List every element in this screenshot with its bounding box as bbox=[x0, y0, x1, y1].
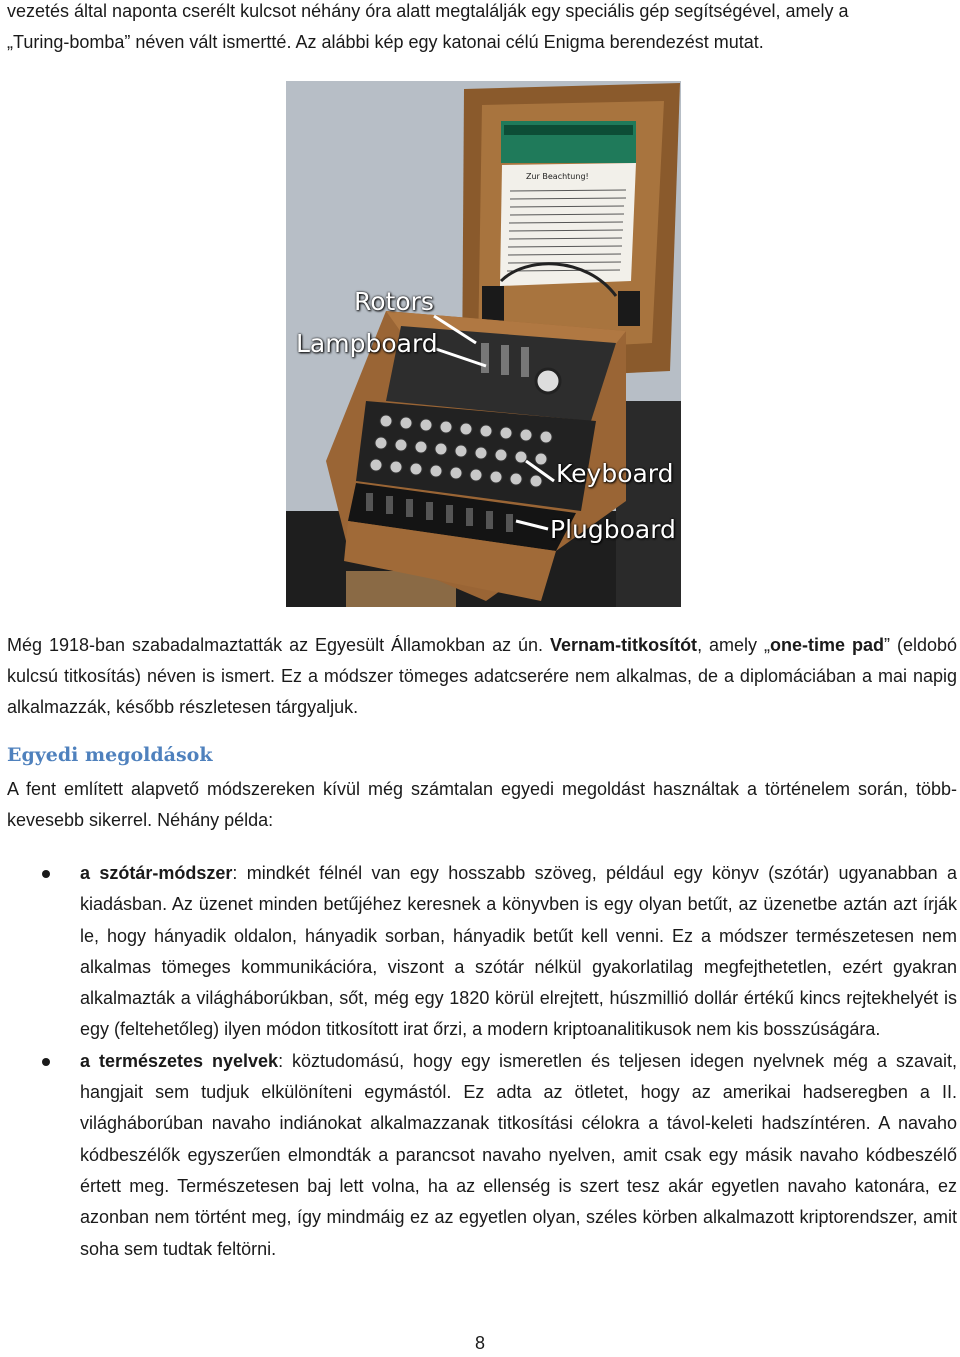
vernam-text-2: , amely „ bbox=[697, 635, 771, 655]
page-number: 8 bbox=[474, 1333, 485, 1353]
sheet-title: Zur Beachtung! bbox=[526, 172, 589, 181]
vernam-text-3: ” (eldobó kulcsú titkosítás) néven is ismert. Ez a módszer tömeges adatcserére nem alkalmas, de a diplomáciában a mai napig alkalmazzák, később részletesen tárgyaljuk. bbox=[7, 635, 958, 717]
list-item bbox=[0, 858, 957, 1046]
list-item-term: a természetes nyelvek bbox=[80, 1050, 279, 1071]
lampboard-label: Lampboard bbox=[296, 329, 438, 358]
intro-paragraph bbox=[7, 0, 957, 58]
vernam-term: Vernam-titkosítót bbox=[550, 635, 698, 655]
section-intro-paragraph: A fent említett alapvető módszereken kívül még számtalan egyedi megoldást használtak a történelem során, több-kevesebb sikerrel. Néhány példa: bbox=[7, 779, 957, 830]
method-list bbox=[0, 858, 960, 1265]
intro-line-1: vezetés által naponta cserélt kulcsot néhány óra alatt megtalálják egy speciális gép segítségével, amely a bbox=[7, 1, 849, 21]
rotors-label: Rotors bbox=[354, 287, 434, 316]
vernam-text-1: Még 1918-ban szabadalmaztatták az Egyesült Államokban az ún. bbox=[7, 635, 551, 655]
list-item bbox=[0, 1046, 957, 1265]
keyboard-label: Keyboard bbox=[556, 459, 674, 488]
section-heading: Egyedi megoldások bbox=[7, 744, 213, 766]
enigma-photo bbox=[286, 81, 681, 607]
list-item-text: : köztudomású, hogy egy ismeretlen és teljesen idegen nyelvnek még a szavait, hangjait sem tudjuk elkülöníteni egymástól. Ez adta az ötletet, hogy az amerikai hadseregben a II. világháborúban navaho indiánokat alkalmazzanak titkosítási célokra a távol-keleti hadszíntéren. A navaho kódbeszélők egyszerűen elmondták a parancsot navaho nyelven, amit csak egy másik navaho kódbeszélő értett meg. Természetesen baj lett volna, ha az ellenség is szert tesz akár egyetlen navaho katonára, ez azonban nem történt meg, így mindmáig ez az egyetlen olyan, széles körben alkalmazott kriptorendszer, amit soha sem tudtak feltörni. bbox=[80, 1050, 958, 1259]
vernam-paragraph bbox=[7, 630, 957, 723]
bullet-icon bbox=[42, 1058, 50, 1066]
list-item-term: a szótár-módszer bbox=[80, 863, 233, 883]
one-time-pad-term: one-time pad bbox=[770, 635, 884, 655]
list-item-text: : mindkét félnél van egy hosszabb szöveg, például egy könyv (szótár) ugyanabban a kiadásban. Az üzenet minden betűjéhez keresnek a könyvben is egy olyan betűt, az üzenetbe aztán azt írják le, hogy hányadik oldalon, hányadik sorban, hányadik betűt kell venni. Ez a módszer természetesen nem alkalmas tömeges kommunikációra, viszont a szótár nélkül gyakorlatilag megfejthetetlen, ezért gyakran alkalmazták a világháborúkban, sőt, még egy 1820 körül elrejtett, húszmillió dollár értékű kincs rejtekhelyét is egy (feltehetőleg) ilyen módon titkosított irat őrzi, a modern kriptoanalitikusok nem kis bosszúságára. bbox=[80, 863, 957, 1040]
plugboard-label: Plugboard bbox=[550, 515, 676, 544]
bullet-icon bbox=[42, 870, 50, 878]
intro-line-2: „Turing-bomba” néven vált ismertté. Az alábbi kép egy katonai célú Enigma berendezést mutat. bbox=[7, 32, 764, 52]
